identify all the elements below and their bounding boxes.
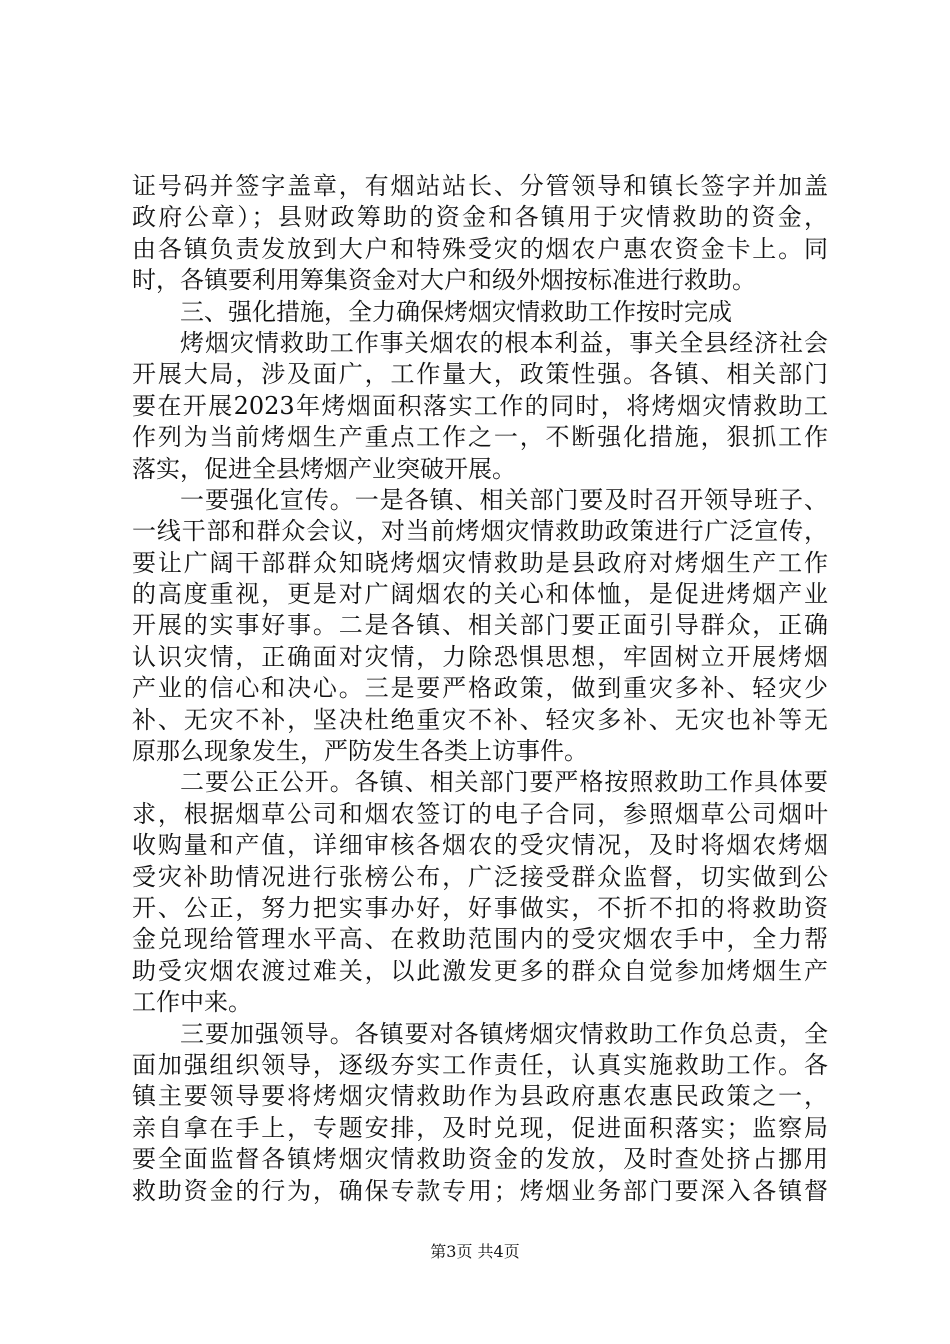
text-line: 收购量和产值，详细审核各烟农的受灾情况，及时将烟农烤烟 <box>132 831 828 860</box>
text-line: 求，根据烟草公司和烟农签订的电子合同，参照烟草公司烟叶 <box>132 799 828 828</box>
text-line: 产业的信心和决心。三是要严格政策，做到重灾多补、轻灾少 <box>132 674 828 703</box>
text-line: 开展大局，涉及面广，工作量大，政策性强。各镇、相关部门 <box>132 360 828 389</box>
text-line: 镇主要领导要将烤烟灾情救助作为县政府惠农惠民政策之一， <box>132 1082 828 1111</box>
text-line: 二要公正公开。各镇、相关部门要严格按照救助工作具体要 <box>180 768 828 797</box>
text-line: 证号码并签字盖章，有烟站站长、分管领导和镇长签字并加盖 <box>132 172 828 200</box>
text-line: 烤烟灾情救助工作事关烟农的根本利益，事关全县经济社会 <box>180 328 828 357</box>
text-line: 受灾补助情况进行张榜公布，广泛接受群众监督，切实做到公 <box>132 862 828 891</box>
text-line: 工作中来。 <box>132 988 252 1017</box>
text-line: 落实，促进全县烤烟产业突破开展。 <box>132 454 516 483</box>
text-line: 面加强组织领导，逐级夯实工作责任，认真实施救助工作。各 <box>132 1050 828 1079</box>
text-line: 由各镇负责发放到大户和特殊受灾的烟农户惠农资金卡上。同 <box>132 234 828 263</box>
text-line: 补、无灾不补，坚决杜绝重灾不补、轻灾多补、无灾也补等无 <box>132 705 828 734</box>
text-line: 亲自拿在手上，专题安排，及时兑现，促进面积落实；监察局 <box>132 1113 828 1142</box>
text-line: 作列为当前烤烟生产重点工作之一，不断强化措施，狠抓工作 <box>132 423 828 452</box>
text-line: 三、强化措施，全力确保烤烟灾情救助工作按时完成 <box>180 297 732 326</box>
text-line: 一要强化宣传。一是各镇、相关部门要及时召开领导班子、 <box>180 485 828 514</box>
text-line: 金兑现给管理水平高、在救助范围内的受灾烟农手中，全力帮 <box>132 925 828 954</box>
text-line: 救助资金的行为，确保专款专用；烤烟业务部门要深入各镇督 <box>132 1176 828 1205</box>
page-footer: 第3页 共4页 <box>430 1242 520 1261</box>
text-line: 要让广阔干部群众知晓烤烟灾情救助是县政府对烤烟生产工作 <box>132 548 828 577</box>
text-line: 时，各镇要利用筹集资金对大户和级外烟按标准进行救助。 <box>132 266 756 295</box>
text-line: 一线干部和群众会议，对当前烤烟灾情救助政策进行广泛宣传， <box>132 517 828 546</box>
text-line: 要在开展2023年烤烟面积落实工作的同时，将烤烟灾情救助工 <box>132 391 828 420</box>
text-line: 要全面监督各镇烤烟灾情救助资金的发放，及时查处挤占挪用 <box>132 1145 828 1174</box>
text-line: 开、公正，努力把实事办好，好事做实，不折不扣的将救助资 <box>132 893 828 922</box>
document-body <box>132 171 828 1207</box>
text-line: 的高度重视，更是对广阔烟农的关心和体恤，是促进烤烟产业 <box>132 580 828 609</box>
text-line: 助受灾烟农渡过难关，以此激发更多的群众自觉参加烤烟生产 <box>132 956 828 985</box>
text-line: 政府公章）；县财政筹助的资金和各镇用于灾情救助的资金， <box>132 203 828 232</box>
text-line: 开展的实事好事。二是各镇、相关部门要正面引导群众，正确 <box>132 611 828 640</box>
text-line: 认识灾情，正确面对灾情，力除恐惧思想，牢固树立开展烤烟 <box>132 642 828 671</box>
text-line: 三要加强领导。各镇要对各镇烤烟灾情救助工作负总责，全 <box>180 1019 828 1048</box>
text-line: 原那么现象发生，严防发生各类上访事件。 <box>132 737 588 766</box>
